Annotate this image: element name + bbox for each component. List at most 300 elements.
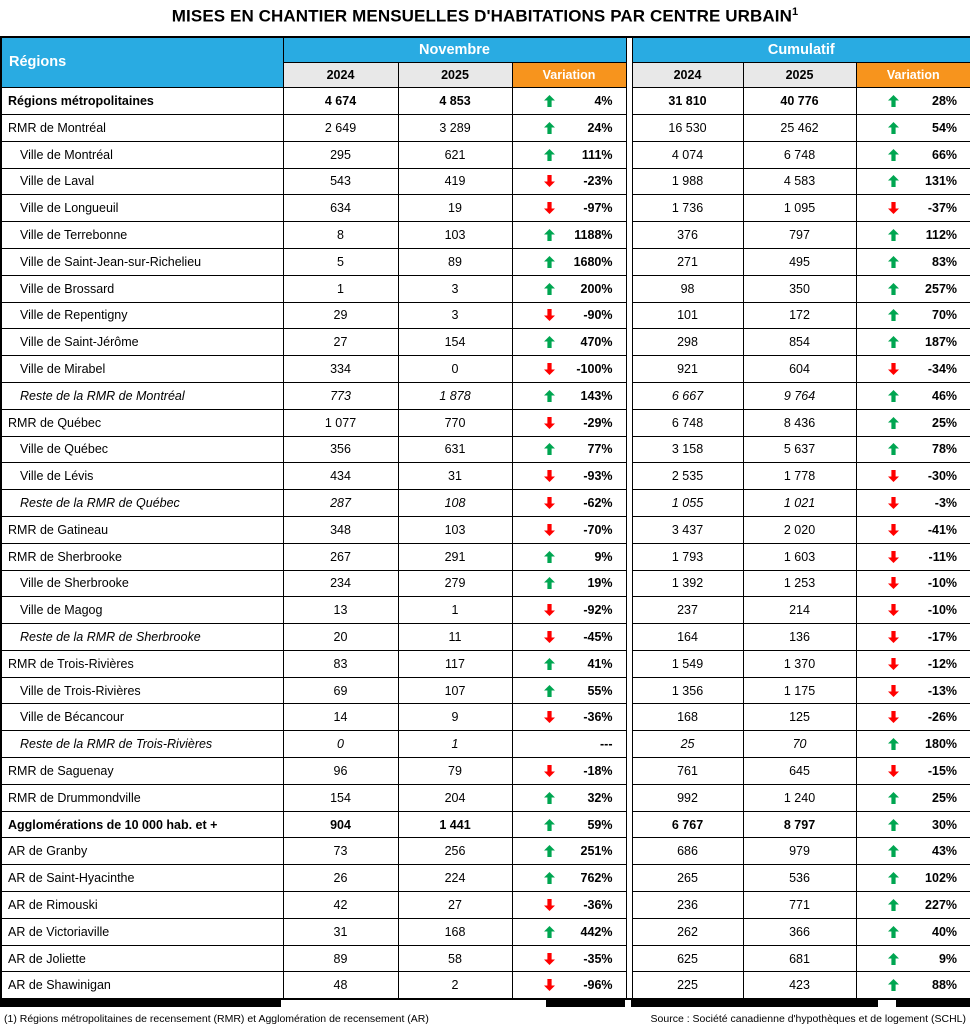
cum-2024-cell: 3 437 — [632, 516, 743, 543]
cum-2024-cell: 761 — [632, 758, 743, 785]
table-row — [1, 811, 970, 838]
table-row — [1, 114, 970, 141]
nov-2024-cell: 96 — [283, 758, 398, 785]
nov-2024-cell: 5 — [283, 248, 398, 275]
variation-value: -29% — [583, 415, 613, 430]
nov-2025-cell: 419 — [398, 168, 512, 195]
nov-variation-cell — [512, 597, 626, 624]
down-arrow-icon — [544, 953, 555, 965]
cum-2025-cell: 366 — [743, 918, 856, 945]
nov-variation-cell — [512, 275, 626, 302]
variation-value: 227% — [925, 897, 958, 912]
variation-value: 200% — [580, 281, 613, 296]
up-arrow-icon — [888, 872, 899, 884]
down-arrow-icon — [544, 309, 555, 321]
nov-variation-cell — [512, 168, 626, 195]
cum-2025-cell: 979 — [743, 838, 856, 865]
nov-2025-header: 2025 — [398, 63, 512, 88]
variation-value: -97% — [583, 201, 613, 216]
cum-variation-cell — [856, 892, 970, 919]
variation-value: 102% — [925, 871, 958, 886]
table-row — [1, 382, 970, 409]
variation-value: -23% — [583, 174, 613, 189]
table-row — [1, 758, 970, 785]
region-label-cell: Ville de Trois-Rivières — [1, 677, 283, 704]
nov-2024-cell: 26 — [283, 865, 398, 892]
nov-variation-cell — [512, 570, 626, 597]
variation-value: -11% — [928, 549, 958, 564]
cum-variation-cell — [856, 972, 970, 999]
region-label-cell: Ville de Magog — [1, 597, 283, 624]
nov-2024-cell: 334 — [283, 356, 398, 383]
cum-2025-cell: 1 778 — [743, 463, 856, 490]
variation-value: -41% — [927, 522, 958, 537]
nov-2025-cell: 2 — [398, 972, 512, 999]
cum-2024-cell: 237 — [632, 597, 743, 624]
cum-2024-cell: 1 356 — [632, 677, 743, 704]
nov-2024-cell: 14 — [283, 704, 398, 731]
variation-value: 59% — [587, 817, 613, 832]
nov-2024-cell: 154 — [283, 784, 398, 811]
nov-variation-cell — [512, 677, 626, 704]
table-row — [1, 141, 970, 168]
table-row — [1, 650, 970, 677]
cum-variation-cell — [856, 409, 970, 436]
nov-2024-cell: 83 — [283, 650, 398, 677]
cum-2025-cell: 40 776 — [743, 88, 856, 115]
down-arrow-icon — [544, 417, 555, 429]
up-arrow-icon — [544, 122, 555, 134]
up-arrow-icon — [888, 256, 899, 268]
cum-2025-cell: 8 797 — [743, 811, 856, 838]
cum-2025-cell: 681 — [743, 945, 856, 972]
cum-variation-header: Variation — [856, 63, 970, 88]
cum-2024-cell: 2 535 — [632, 463, 743, 490]
up-arrow-icon — [888, 336, 899, 348]
nov-2025-cell: 1 — [398, 597, 512, 624]
variation-value: 9% — [594, 549, 613, 564]
up-arrow-icon — [544, 149, 555, 161]
table-row — [1, 543, 970, 570]
variation-value: -96% — [583, 978, 613, 993]
up-arrow-icon — [544, 872, 555, 884]
nov-2024-cell: 31 — [283, 918, 398, 945]
variation-value: 78% — [932, 442, 958, 457]
bottom-border-bar — [546, 1000, 625, 1007]
up-arrow-icon — [888, 899, 899, 911]
page-title-footnote-marker: 1 — [791, 6, 799, 18]
cum-2025-cell: 604 — [743, 356, 856, 383]
variation-value: -62% — [583, 496, 613, 510]
cum-2025-cell: 5 637 — [743, 436, 856, 463]
regions-column-header: Régions — [1, 37, 283, 88]
variation-value: -18% — [583, 763, 613, 778]
nov-2025-cell: 3 — [398, 302, 512, 329]
variation-value: 111% — [581, 147, 613, 162]
cum-2024-cell: 6 767 — [632, 811, 743, 838]
cum-2024-cell: 686 — [632, 838, 743, 865]
variation-value: 46% — [932, 388, 958, 403]
variation-value: 30% — [932, 817, 958, 832]
variation-value: 131% — [925, 174, 958, 189]
down-arrow-icon — [544, 470, 555, 482]
cum-variation-cell — [856, 516, 970, 543]
table-row — [1, 356, 970, 383]
cum-2024-cell: 298 — [632, 329, 743, 356]
cum-variation-cell — [856, 302, 970, 329]
nov-2024-cell: 48 — [283, 972, 398, 999]
cum-variation-cell — [856, 731, 970, 758]
up-arrow-icon — [544, 685, 555, 697]
cum-2024-cell: 16 530 — [632, 114, 743, 141]
table-row — [1, 409, 970, 436]
nov-2025-cell: 11 — [398, 624, 512, 651]
cum-2025-cell: 1 603 — [743, 543, 856, 570]
nov-2024-cell: 773 — [283, 382, 398, 409]
variation-value: -36% — [583, 897, 613, 912]
nov-variation-cell — [512, 704, 626, 731]
cum-2024-cell: 1 736 — [632, 195, 743, 222]
up-arrow-icon — [544, 926, 555, 938]
up-arrow-icon — [888, 926, 899, 938]
region-label-cell: Ville de Lévis — [1, 463, 283, 490]
up-arrow-icon — [888, 845, 899, 857]
cum-2025-cell: 1 240 — [743, 784, 856, 811]
nov-2024-cell: 69 — [283, 677, 398, 704]
nov-2024-cell: 4 674 — [283, 88, 398, 115]
region-label-cell: Reste de la RMR de Trois-Rivières — [1, 731, 283, 758]
cum-variation-cell — [856, 838, 970, 865]
nov-2025-cell: 27 — [398, 892, 512, 919]
variation-value: 32% — [587, 790, 613, 805]
cum-variation-cell — [856, 945, 970, 972]
up-arrow-icon — [888, 979, 899, 991]
down-arrow-icon — [544, 524, 555, 536]
region-label-cell: Ville de Repentigny — [1, 302, 283, 329]
cum-variation-cell — [856, 114, 970, 141]
nov-2024-cell: 42 — [283, 892, 398, 919]
nov-2024-cell: 73 — [283, 838, 398, 865]
nov-variation-cell — [512, 624, 626, 651]
nov-2024-cell: 89 — [283, 945, 398, 972]
table-row — [1, 784, 970, 811]
region-label-cell: Reste de la RMR de Québec — [1, 490, 283, 517]
variation-value: -70% — [583, 522, 613, 537]
variation-value: 180% — [925, 737, 958, 752]
cum-2024-cell: 262 — [632, 918, 743, 945]
cum-variation-cell — [856, 490, 970, 517]
cum-2024-cell: 6 748 — [632, 409, 743, 436]
nov-2024-cell: 1 — [283, 275, 398, 302]
variation-value: -93% — [583, 469, 613, 484]
page-title-text: MISES EN CHANTIER MENSUELLES D'HABITATIONS PAR CENTRE URBAIN — [171, 6, 792, 26]
down-arrow-icon — [544, 604, 555, 616]
nov-2025-cell: 621 — [398, 141, 512, 168]
region-label-cell: AR de Rimouski — [1, 892, 283, 919]
variation-value: 77% — [587, 442, 613, 457]
cum-2025-cell: 1 253 — [743, 570, 856, 597]
nov-variation-cell — [512, 382, 626, 409]
cum-2024-cell: 101 — [632, 302, 743, 329]
nov-variation-cell — [512, 463, 626, 490]
cum-variation-cell — [856, 758, 970, 785]
cum-variation-cell — [856, 248, 970, 275]
region-label-cell: AR de Joliette — [1, 945, 283, 972]
nov-variation-cell — [512, 248, 626, 275]
nov-2024-cell: 434 — [283, 463, 398, 490]
up-arrow-icon — [888, 309, 899, 321]
cum-2024-cell: 225 — [632, 972, 743, 999]
region-label-cell: RMR de Québec — [1, 409, 283, 436]
cum-2025-cell: 9 764 — [743, 382, 856, 409]
nov-2025-cell: 58 — [398, 945, 512, 972]
nov-2024-cell: 234 — [283, 570, 398, 597]
region-label-cell: RMR de Drummondville — [1, 784, 283, 811]
region-label-cell: Ville de Bécancour — [1, 704, 283, 731]
table-row — [1, 516, 970, 543]
nov-2024-cell: 2 649 — [283, 114, 398, 141]
up-arrow-icon — [888, 122, 899, 134]
down-arrow-icon — [544, 979, 555, 991]
variation-value: -45% — [583, 629, 613, 644]
cum-2025-cell: 423 — [743, 972, 856, 999]
nov-2025-cell: 107 — [398, 677, 512, 704]
table-row — [1, 597, 970, 624]
region-label-cell: RMR de Sherbrooke — [1, 543, 283, 570]
table-row — [1, 865, 970, 892]
cum-2025-cell: 172 — [743, 302, 856, 329]
up-arrow-icon — [544, 577, 555, 589]
nov-2025-cell: 3 289 — [398, 114, 512, 141]
cum-variation-cell — [856, 275, 970, 302]
nov-2025-cell: 4 853 — [398, 88, 512, 115]
cum-variation-cell — [856, 865, 970, 892]
cum-variation-cell — [856, 784, 970, 811]
cum-variation-cell — [856, 597, 970, 624]
down-arrow-icon — [888, 202, 899, 214]
bottom-border-bar — [896, 1000, 970, 1007]
cum-2024-cell: 6 667 — [632, 382, 743, 409]
cum-2024-cell: 992 — [632, 784, 743, 811]
down-arrow-icon — [888, 658, 899, 670]
nov-2024-cell: 267 — [283, 543, 398, 570]
nov-2025-cell: 1 878 — [398, 382, 512, 409]
nov-variation-cell — [512, 758, 626, 785]
region-label-cell: Ville de Laval — [1, 168, 283, 195]
nov-variation-cell — [512, 222, 626, 249]
down-arrow-icon — [544, 497, 555, 509]
nov-2025-cell: 103 — [398, 222, 512, 249]
cum-2025-cell: 1 175 — [743, 677, 856, 704]
bottom-border-bar — [631, 1000, 878, 1007]
table-row — [1, 972, 970, 999]
variation-value: -36% — [583, 710, 613, 725]
cum-2025-cell: 1 095 — [743, 195, 856, 222]
region-label-cell: Ville de Montréal — [1, 141, 283, 168]
cum-2025-cell: 8 436 — [743, 409, 856, 436]
variation-value: -34% — [927, 362, 958, 377]
nov-variation-cell — [512, 731, 626, 758]
down-arrow-icon — [544, 765, 555, 777]
cum-2025-cell: 350 — [743, 275, 856, 302]
variation-value: -12% — [927, 656, 958, 671]
cum-variation-cell — [856, 624, 970, 651]
down-arrow-icon — [888, 631, 899, 643]
table-row — [1, 195, 970, 222]
variation-value: -92% — [583, 603, 613, 618]
nov-2025-cell: 79 — [398, 758, 512, 785]
nov-variation-cell — [512, 516, 626, 543]
down-arrow-icon — [544, 711, 555, 723]
table-row — [1, 463, 970, 490]
nov-variation-cell — [512, 945, 626, 972]
nov-variation-cell — [512, 114, 626, 141]
cum-variation-cell — [856, 704, 970, 731]
cum-2025-cell: 70 — [743, 731, 856, 758]
cum-variation-cell — [856, 141, 970, 168]
nov-2025-cell: 9 — [398, 704, 512, 731]
cum-2025-cell: 125 — [743, 704, 856, 731]
variation-value: -10% — [927, 603, 958, 618]
region-label-cell: RMR de Trois-Rivières — [1, 650, 283, 677]
table-row — [1, 88, 970, 115]
variation-value: 112% — [925, 228, 958, 243]
variation-value: 4% — [594, 94, 613, 109]
nov-variation-cell — [512, 918, 626, 945]
bottom-border-bar — [0, 1000, 281, 1007]
region-label-cell: AR de Granby — [1, 838, 283, 865]
region-label-cell: Ville de Brossard — [1, 275, 283, 302]
cum-2025-cell: 854 — [743, 329, 856, 356]
cum-2025-cell: 4 583 — [743, 168, 856, 195]
cum-variation-cell — [856, 195, 970, 222]
nov-2025-cell: 89 — [398, 248, 512, 275]
variation-value: 88% — [932, 978, 958, 993]
cum-2024-cell: 98 — [632, 275, 743, 302]
region-label-cell: RMR de Saguenay — [1, 758, 283, 785]
novembre-group-header: Novembre — [283, 37, 626, 63]
variation-value: 1680% — [573, 254, 613, 269]
up-arrow-icon — [888, 738, 899, 750]
nov-2024-cell: 27 — [283, 329, 398, 356]
nov-2024-cell: 904 — [283, 811, 398, 838]
variation-value: 25% — [932, 790, 958, 805]
table-row — [1, 945, 970, 972]
cum-2025-cell: 6 748 — [743, 141, 856, 168]
housing-starts-table — [0, 36, 970, 1000]
nov-2025-cell: 204 — [398, 784, 512, 811]
up-arrow-icon — [544, 229, 555, 241]
variation-value: -3% — [934, 496, 958, 510]
down-arrow-icon — [888, 577, 899, 589]
variation-value: 54% — [932, 120, 958, 135]
nov-variation-cell — [512, 543, 626, 570]
cum-2024-cell: 265 — [632, 865, 743, 892]
nov-variation-cell — [512, 329, 626, 356]
table-row — [1, 275, 970, 302]
nov-variation-cell — [512, 409, 626, 436]
footnote-text: (1) Régions métropolitaines de recensement (RMR) et Agglomération de recensement (AR) — [4, 1012, 429, 1025]
variation-value: 143% — [580, 388, 613, 403]
nov-variation-cell — [512, 838, 626, 865]
nov-2024-cell: 287 — [283, 490, 398, 517]
nov-variation-cell — [512, 88, 626, 115]
down-arrow-icon — [544, 631, 555, 643]
table-row — [1, 918, 970, 945]
nov-variation-cell — [512, 436, 626, 463]
nov-variation-cell — [512, 490, 626, 517]
region-label-cell: AR de Saint-Hyacinthe — [1, 865, 283, 892]
region-label-cell: Ville de Saint-Jean-sur-Richelieu — [1, 248, 283, 275]
cum-2024-cell: 1 055 — [632, 490, 743, 517]
cum-variation-cell — [856, 168, 970, 195]
up-arrow-icon — [544, 845, 555, 857]
table-row — [1, 302, 970, 329]
cum-2025-cell: 1 021 — [743, 490, 856, 517]
variation-value: 470% — [580, 335, 613, 350]
cum-variation-cell — [856, 650, 970, 677]
nov-2025-cell: 770 — [398, 409, 512, 436]
variation-value: 83% — [932, 254, 958, 269]
variation-value: --- — [600, 737, 613, 752]
nov-2025-cell: 256 — [398, 838, 512, 865]
table-row — [1, 329, 970, 356]
down-arrow-icon — [888, 604, 899, 616]
variation-value: 251% — [580, 844, 613, 859]
region-label-cell: Ville de Sherbrooke — [1, 570, 283, 597]
up-arrow-icon — [888, 443, 899, 455]
nov-2024-cell: 348 — [283, 516, 398, 543]
cum-2025-cell: 214 — [743, 597, 856, 624]
table-row — [1, 624, 970, 651]
nov-variation-cell — [512, 784, 626, 811]
up-arrow-icon — [544, 443, 555, 455]
region-label-cell: AR de Shawinigan — [1, 972, 283, 999]
table-row — [1, 892, 970, 919]
variation-value: 1188% — [574, 228, 613, 243]
table-row — [1, 838, 970, 865]
cum-variation-cell — [856, 88, 970, 115]
nov-2025-cell: 108 — [398, 490, 512, 517]
down-arrow-icon — [888, 470, 899, 482]
variation-value: -13% — [927, 683, 958, 698]
down-arrow-icon — [888, 765, 899, 777]
nov-2025-cell: 103 — [398, 516, 512, 543]
cum-variation-cell — [856, 436, 970, 463]
group-header-row — [1, 37, 970, 63]
nov-variation-cell — [512, 650, 626, 677]
down-arrow-icon — [888, 363, 899, 375]
variation-value: -30% — [927, 469, 958, 484]
cum-2025-cell: 536 — [743, 865, 856, 892]
up-arrow-icon — [544, 819, 555, 831]
up-arrow-icon — [544, 658, 555, 670]
variation-value: -15% — [927, 763, 958, 778]
nov-2024-cell: 0 — [283, 731, 398, 758]
table-row — [1, 570, 970, 597]
nov-2024-cell: 20 — [283, 624, 398, 651]
cum-2025-cell: 136 — [743, 624, 856, 651]
table-row — [1, 248, 970, 275]
variation-value: -10% — [927, 576, 958, 591]
cum-2025-cell: 495 — [743, 248, 856, 275]
variation-value: 9% — [938, 951, 958, 966]
up-arrow-icon — [544, 792, 555, 804]
region-label-cell: Reste de la RMR de Sherbrooke — [1, 624, 283, 651]
nov-2025-cell: 0 — [398, 356, 512, 383]
cum-2024-cell: 3 158 — [632, 436, 743, 463]
cum-variation-cell — [856, 463, 970, 490]
